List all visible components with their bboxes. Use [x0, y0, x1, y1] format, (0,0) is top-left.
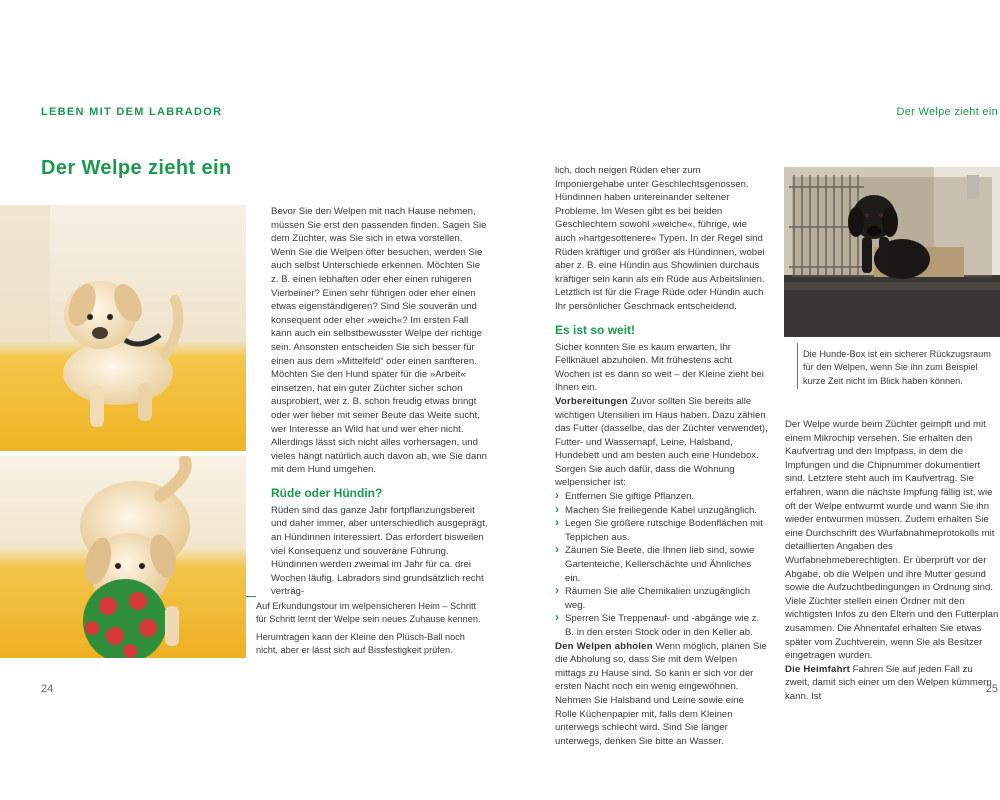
photo-puppy-walking	[0, 205, 246, 451]
paragraph-rude-oder-hundin: Rüden sind das ganze Jahr fortpflanzungsbereit und daher immer, aber unterschiedlich ausgeprägt, an Hündinnen interessiert. Das erfordert bisweilen viel Konsequenz und souveräne Führung. Hündinnen werden zweimal im Jahr für ca. drei Wochen läufig. Labradors sind grundsätzlich recht verträg-	[271, 504, 488, 598]
left-captions	[256, 600, 486, 662]
paragraph-heimfahrt	[785, 663, 999, 704]
subhead-rude-oder-hundin: Rüde oder Hündin?	[271, 485, 383, 500]
runin-die-heimfahrt: Die Heimfahrt	[785, 663, 850, 675]
list-item: › Sperren Sie Treppenauf- und -abgänge wie z. B. in den ersten Stock oder in den Keller ab.	[555, 612, 768, 639]
page-number-right: 25	[985, 683, 998, 695]
welpen-abholen-text: Wenn möglich, planen Sie die Abholung so, dass Sie mit dem Welpen mittags zu Hause sind. So kann er sich vor der ersten Nacht noch ein wenig eingewöhnen. Nehmen Sie Halsband und Leine sowie eine Rolle Küchenpapier mit, falls dem Kleinen unterwegs schlecht wird. Sind Sie länger unterwegs, denken Sie bitte an Wasser.	[555, 640, 767, 747]
heimfahrt-text: Fahren Sie auf jeden Fall zu zweit, damit sich einer um den Welpen kümmern kann. Ist	[785, 663, 992, 702]
runin-vorbereitungen: Vorbereitungen	[555, 395, 628, 407]
runin-den-welpen-abholen: Den Welpen abholen	[555, 640, 653, 652]
list-item: › Machen Sie freiliegende Kabel unzugänglich.	[555, 504, 768, 518]
running-head-right: Der Welpe zieht ein	[896, 106, 998, 118]
intro-paragraph: Bevor Sie den Welpen mit nach Hause nehmen, müssen Sie erst den passenden finden. Sagen Sie dem Züchter, was Sie sich in etwa vorstellen. Wenn Sie die Welpen öfter besuchen, werden Sie auch selbst Unterschiede erkennen. Möchten Sie z. B. einen lebhaften oder eher einen ruhigeren Vierbeiner? Einen sehr führigen oder eher einen etwas eigenständigeren? Sind Sie souverän und konsequent oder eher »weich«? Im ersten Fall kann auch ein selbstbewusster Welpe der richtige sein. Ansonsten entscheiden Sie sich besser für einen aus dem »Mittelfeld“ oder einen sanfteren. Möchten Sie den Hund später für die »Arbeit« einsetzen, hat ein guter Züchter sicher schon ausprobiert, wer z. B. schon freudig etwas bringt oder wer lieber mit seiner Beute das Weite sucht, wer Interesse an Wild hat und wer eher nicht. Allerdings lässt sich nicht alles vorhersagen, und vieles hängt natürlich auch davon ab, wie Sie dann mit dem Hund umgehen.	[271, 206, 488, 476]
list-item: › Legen Sie größere rutschige Bodenflächen mit Teppichen aus.	[555, 517, 768, 544]
right-page-column-1	[555, 164, 768, 748]
paragraph-impfung: Der Welpe wurde beim Züchter geimpft und mit einem Mikrochip versehen. Sie erhalten den Kaufvertrag und den Impfpass, in dem die Impfungen und die Chipnummer dokumentiert sind. Letztere steht auch im Kaufvertrag. Sie erfahren, wann die nächste Impfung fällig ist, wie oft der Welpe entwurmt wurde und wann Sie ihn wieder entwurmen müssen. Zudem erhalten Sie eine Durchschrift des Wurfabnahmeprotokolls mit detaillierten Angaben des Wurfabnehmeberechtigten. Er überprüft vor der Abgabe, ob die Welpen und ihre Mutter gesund sowie die Aufzuchtbedingungen in Ordnung sind. Viele Züchter stellen einen Ordner mit den wichtigsten Infos zu den Eltern und den Futterplan zusammen. Die Ahnentafel erhalten Sie etwas später vom Zuchtverein, wenn Sie als Besitzer eingetragen wurden.	[785, 419, 999, 662]
caption-divider-right	[797, 343, 798, 389]
caption-divider-left	[246, 596, 256, 597]
left-page-text-column	[271, 205, 489, 599]
chapter-title: Der Welpe zieht ein	[41, 157, 232, 179]
photo-puppy-in-crate	[784, 167, 1000, 337]
paragraph-vorbereitungen	[555, 395, 768, 490]
paragraph-es-ist-so-weit: Sicher konnten Sie es kaum erwarten, Ihr Fellknäuel abzuholen. Mit frühestens acht Wochen ist es dann so weit – der Kleine zieht bei Ihnen ein.	[555, 341, 764, 394]
caption-hunde-box: Die Hunde-Box ist ein sicherer Rückzugsraum für den Welpen, wenn Sie ihn zum Beispiel kurze Zeit nicht im Blick haben können.	[803, 349, 991, 386]
caption-puppy-ball: Herumtragen kann der Kleine den Plüsch-Ball noch nicht, aber er lässt sich auf Bissfestigkeit prüfen.	[256, 631, 465, 656]
subhead-es-ist-so-weit: Es ist so weit!	[555, 322, 636, 337]
continuation-paragraph: lich, doch neigen Rüden eher zum Imponiergehabe unter Geschlechtsgenossen. Hündinnen haben untereinander seltener Probleme. Im Wesen gibt es bei beiden Geschlechtern sowohl »weiche«, führige, wie auch »hartgesottenere« Typen. In der Regel sind Rüden kräftiger und größer als Hündinnen, wobei aber z. B. eine Hündin aus Showlinien durchaus kräftiger sein kann als ein Rüde aus Arbeitslinien. Letztlich ist für die Frage Rüde oder Hündin auch Ihr persönlicher Geschmack entscheidend.	[555, 165, 765, 312]
vorbereitungen-text: Zuvor sollten Sie bereits alle wichtigen Utensilien im Haus haben. Dazu zählen das Futter (dasselbe, das der Züchter verwendet), Futter- und Wassernapf, Leine, Halsband, Hundebett und am besten auch eine Hundebox. Sorgen Sie auch dafür, dass die Wohnung welpensicher ist:	[555, 395, 768, 489]
list-item: › Entfernen Sie giftige Pflanzen.	[555, 490, 768, 504]
list-item: › Zäunen Sie Beete, die Ihnen lieb sind, sowie Gartenteiche, Kellerschächte und Ähnliches ein.	[555, 544, 768, 585]
safety-checklist	[555, 490, 768, 640]
caption-puppy-walking: Auf Erkundungstour im welpensicheren Heim – Schritt für Schritt lernt der Welpe sein neues Zuhause kennen.	[256, 601, 481, 625]
photo-puppy-with-ball	[0, 456, 246, 658]
right-page-column-2	[785, 418, 999, 703]
paragraph-den-welpen-abholen	[555, 640, 768, 749]
list-item: › Räumen Sie alle Chemikalien unzugänglich weg.	[555, 585, 768, 612]
page-number-left: 24	[41, 683, 54, 695]
running-head-left: LEBEN MIT DEM LABRADOR	[41, 106, 223, 118]
